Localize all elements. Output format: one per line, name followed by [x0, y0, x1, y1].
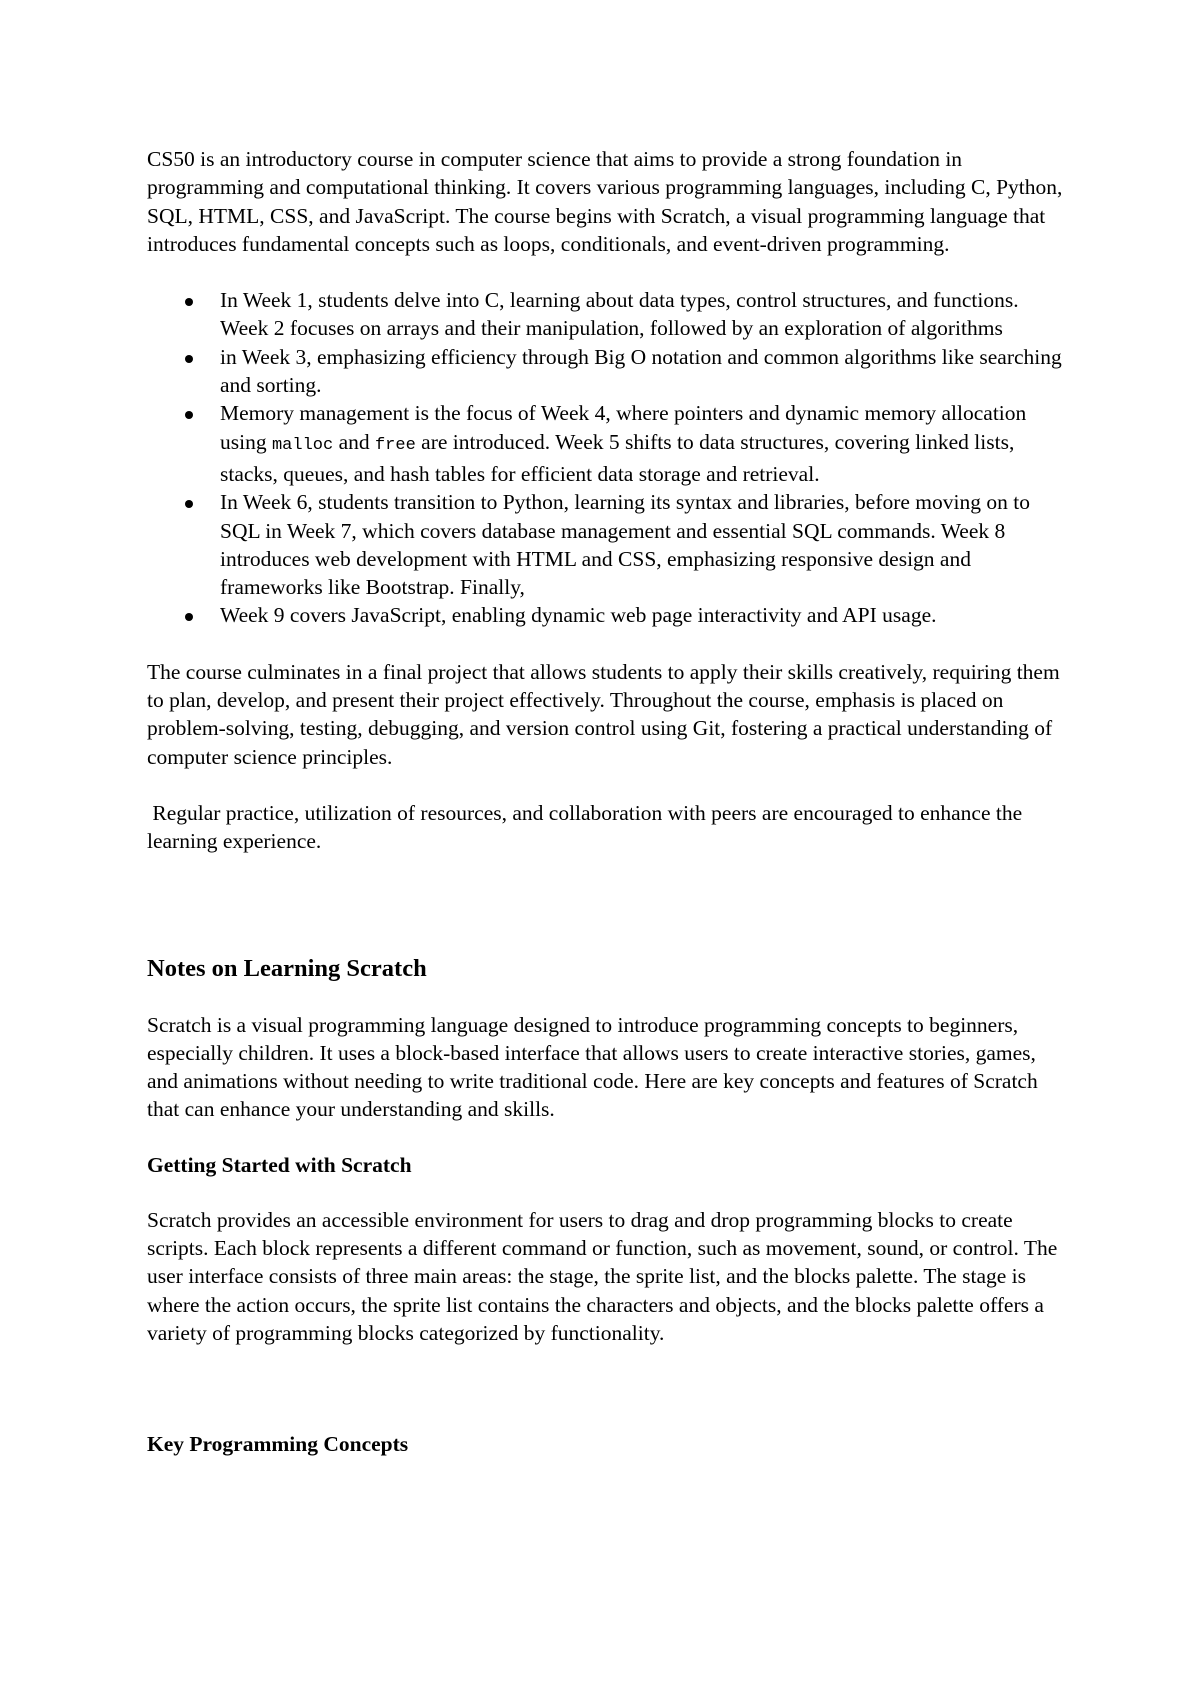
list-item-text: In Week 6, students transition to Python, learning its syntax and libraries, before moving on to SQL in Week 7, which covers database management and essential SQL commands. Week 8 introduces web development with HTML and CSS, emphasizing responsive design and frameworks like Bootstrap. Finally, — [220, 490, 1030, 600]
list-item-text: In Week 1, students delve into C, learning about data types, control structures, and functions. Week 2 focuses on arrays and their manipulation, followed by an exploration of algorithms — [220, 288, 1019, 341]
weeks-list — [147, 286, 1067, 630]
list-item — [147, 488, 1067, 601]
intro-paragraph: CS50 is an introductory course in computer science that aims to provide a strong foundation in programming and computational thinking. It covers various programming languages, including C, Python, SQL, HTML, CSS, and JavaScript. The course begins with Scratch, a visual programming language that introduces fundamental concepts such as loops, conditionals, and event-driven programming. — [147, 147, 1063, 256]
bullet-icon — [185, 613, 193, 621]
list-item-text: in Week 3, emphasizing efficiency through Big O notation and common algorithms like searching and sorting. — [220, 344, 1062, 398]
list-item — [147, 286, 1067, 343]
regular-practice-paragraph: Regular practice, utilization of resources, and collaboration with peers are encouraged to enhance the learning experience. — [147, 800, 1028, 854]
bullet-icon — [185, 298, 193, 306]
notes-heading: Notes on Learning Scratch — [147, 954, 427, 982]
scratch-intro-paragraph: Scratch is a visual programming language designed to introduce programming concepts to beginners, especially children. It uses a block-based interface that allows users to create interactive stories, games, and animations without needing to write traditional code. Here are key concepts and features of Scratch that can enhance your understanding and skills. — [147, 1012, 1038, 1122]
list-item — [147, 399, 1067, 488]
list-item — [147, 601, 1067, 629]
code-malloc: malloc — [271, 435, 334, 455]
list-item-text-pre: Memory management is the focus of Week 4, where pointers and dynamic memory allocation using — [220, 401, 1027, 454]
culminates-paragraph: The course culminates in a final project that allows students to apply their skills creatively, requiring them to plan, develop, and present their project effectively. Throughout the course, emphasis is placed on problem-solving, testing, debugging, and version control using Git, fostering a practical understanding of computer science principles. — [147, 659, 1060, 769]
getting-started-paragraph: Scratch provides an accessible environment for users to drag and drop programming blocks to create scripts. Each block represents a different command or function, such as movement, sound, or control. The user interface consists of three main areas: the stage, the sprite list, and the blocks palette. The stage is where the action occurs, the sprite list contains the characters and objects, and the blocks palette offers a variety of programming blocks categorized by functionality. — [147, 1207, 1058, 1345]
bullet-icon — [185, 411, 193, 419]
getting-started-heading: Getting Started with Scratch — [147, 1152, 412, 1177]
document-page — [147, 145, 1067, 1458]
bullet-icon — [185, 500, 193, 508]
key-concepts-heading: Key Programming Concepts — [147, 1432, 409, 1457]
list-item — [147, 343, 1067, 400]
list-item-text: Week 9 covers JavaScript, enabling dynamic web page interactivity and API usage. — [220, 603, 937, 628]
list-item-text-mid: and — [333, 429, 375, 454]
code-free: free — [374, 435, 416, 455]
list-item-text-post: are introduced. Week 5 shifts to data structures, covering linked lists, stacks, queues, and hash tables for efficient data storage and retrieval. — [220, 429, 1015, 486]
bullet-icon — [185, 355, 193, 363]
